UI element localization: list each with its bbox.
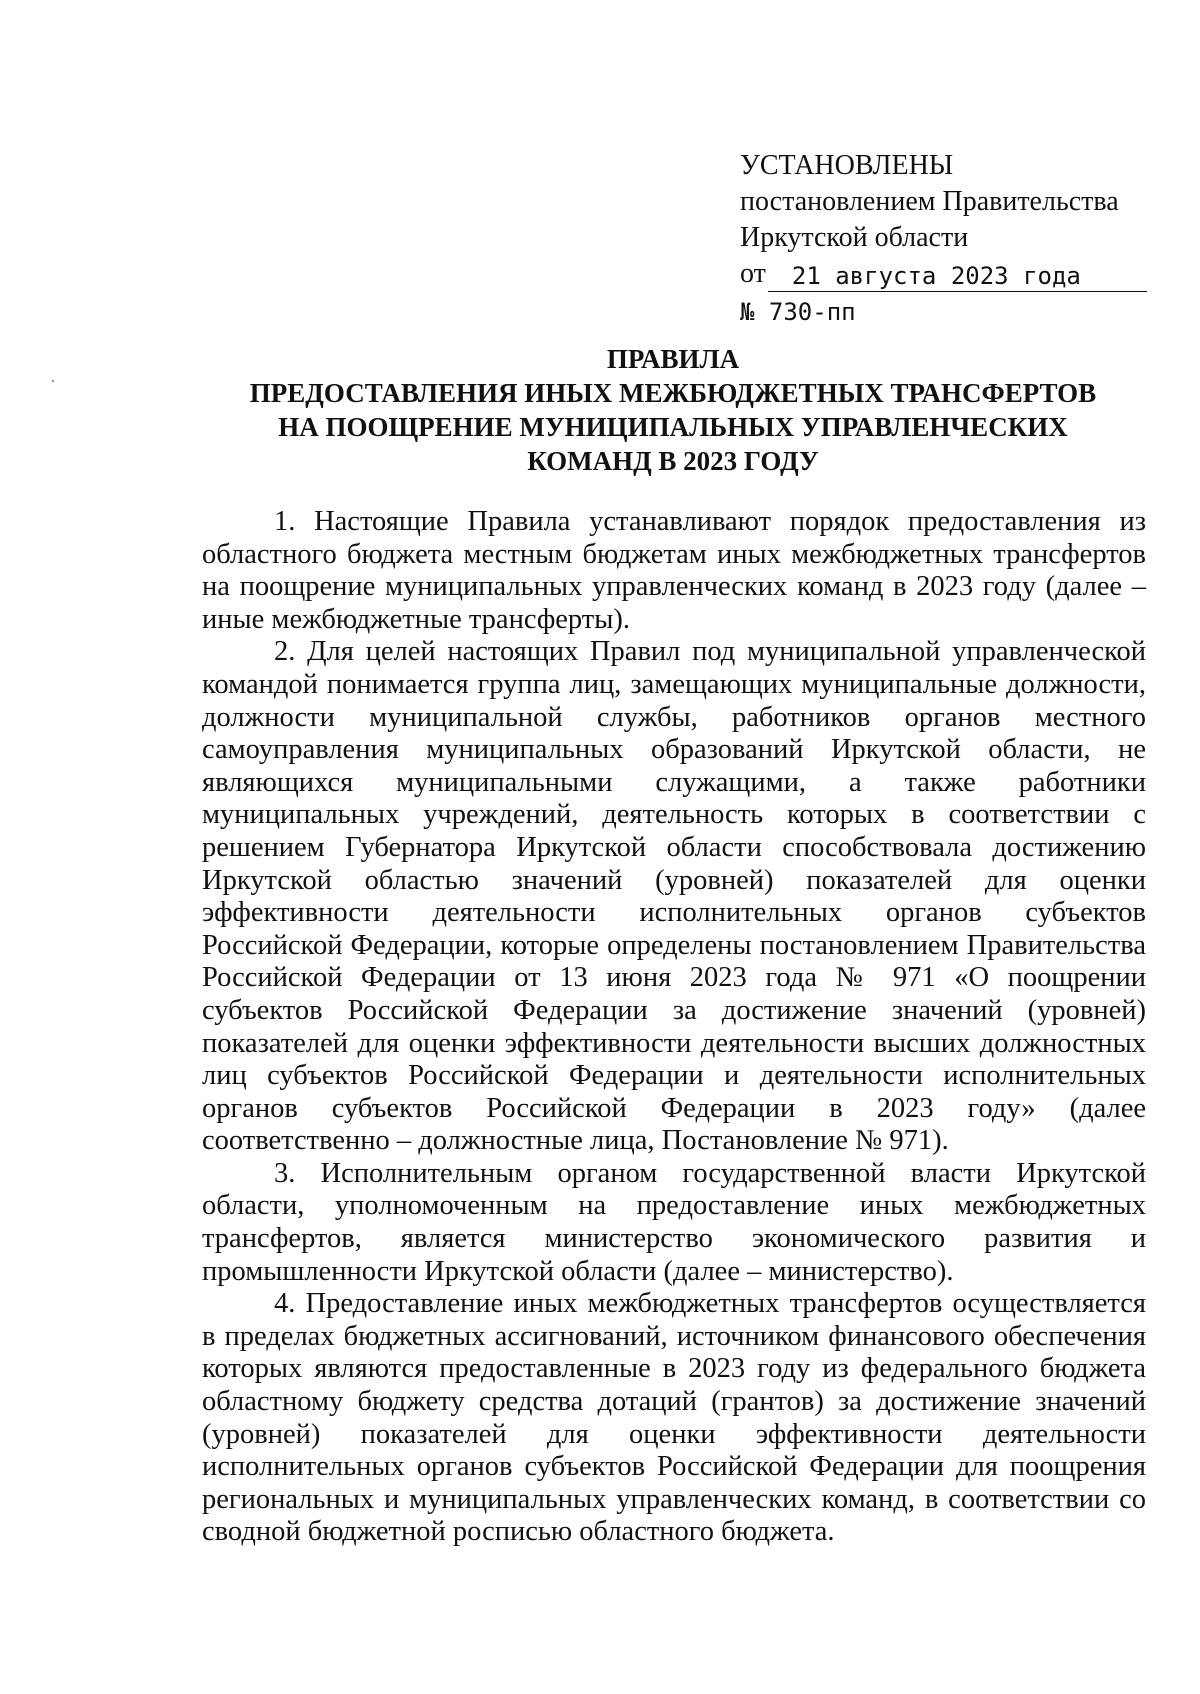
approval-date-value: 21 августа 2023 года [768, 261, 1147, 292]
document-body [202, 506, 1146, 1549]
title-line-1: ПРАВИЛА [606, 344, 740, 374]
title-line-4: КОМАНД В 2023 ГОДУ [527, 446, 819, 476]
title-line-2: ПРЕДОСТАВЛЕНИЯ ИНЫХ МЕЖБЮДЖЕТНЫХ ТРАНСФЕРТОВ [249, 378, 1097, 408]
approval-number: № 730-пп [740, 298, 856, 326]
paragraph-1: 1. Настоящие Правила устанавливают порядок предоставления из областного бюджета местным бюджетам иных межбюджетных трансфертов на поощрение муниципальных управленческих команд в 2023 году (далее – иные межбюджетные трансферты). [202, 506, 1146, 635]
approval-issuer: постановлением Правительства [740, 186, 1119, 217]
paragraph-3: 3. Исполнительным органом государственной власти Иркутской области, уполномоченным на предоставление иных межбюджетных трансфертов, является министерство экономического развития и промышленности Иркутской области (далее – министерство). [202, 1157, 1146, 1287]
scan-speck [52, 380, 54, 382]
approval-region: Иркутской области [740, 222, 969, 253]
approval-heading: УСТАНОВЛЕНЫ [740, 150, 954, 181]
paragraph-4: 4. Предоставление иных межбюджетных трансфертов осуществляется в пределах бюджетных ассигнований, источником финансового обеспечения которых являются предоставленные в 2023 году из федерального бюджета областному бюджету средства дотаций (грантов) за достижение значений (уровней) показателей для оценки эффективности деятельности исполнительных органов субъектов Российской Федерации для поощрения региональных и муниципальных управленческих команд, в соответствии со сводной бюджетной росписью областного бюджета. [202, 1288, 1146, 1548]
title-line-3: НА ПООЩРЕНИЕ МУНИЦИПАЛЬНЫХ УПРАВЛЕНЧЕСКИХ [278, 412, 1068, 442]
approval-date-line [740, 256, 1160, 292]
approval-block [740, 148, 1160, 330]
document-title [200, 342, 1146, 478]
paragraph-2: 2. Для целей настоящих Правил под муниципальной управленческой командой понимается группа лиц, замещающих муниципальные должности, должности муниципальной службы, работников органов местного самоуправления муниципальных образований Иркутской области, не являющихся муниципальными служащими, а также работники муниципальных учреждений, деятельность которых в соответствии с решением Губернатора Иркутской области способствовала достижению Иркутской областью значений (уровней) показателей для оценки эффективности деятельности исполнительных органов субъектов Российской Федерации, которые определены постановлением Правительства Российской Федерации от 13 июня 2023 года № 971 «О поощрении субъектов Российской Федерации за достижение значений (уровней) показателей для оценки эффективности деятельности высших должностных лиц субъектов Российской Федерации и деятельности исполнительных органов субъектов Российской Федерации в 2023 году» (далее соответственно – должностные лица, Постановление № 971). [202, 636, 1146, 1157]
approval-date-prefix: от [740, 258, 766, 289]
